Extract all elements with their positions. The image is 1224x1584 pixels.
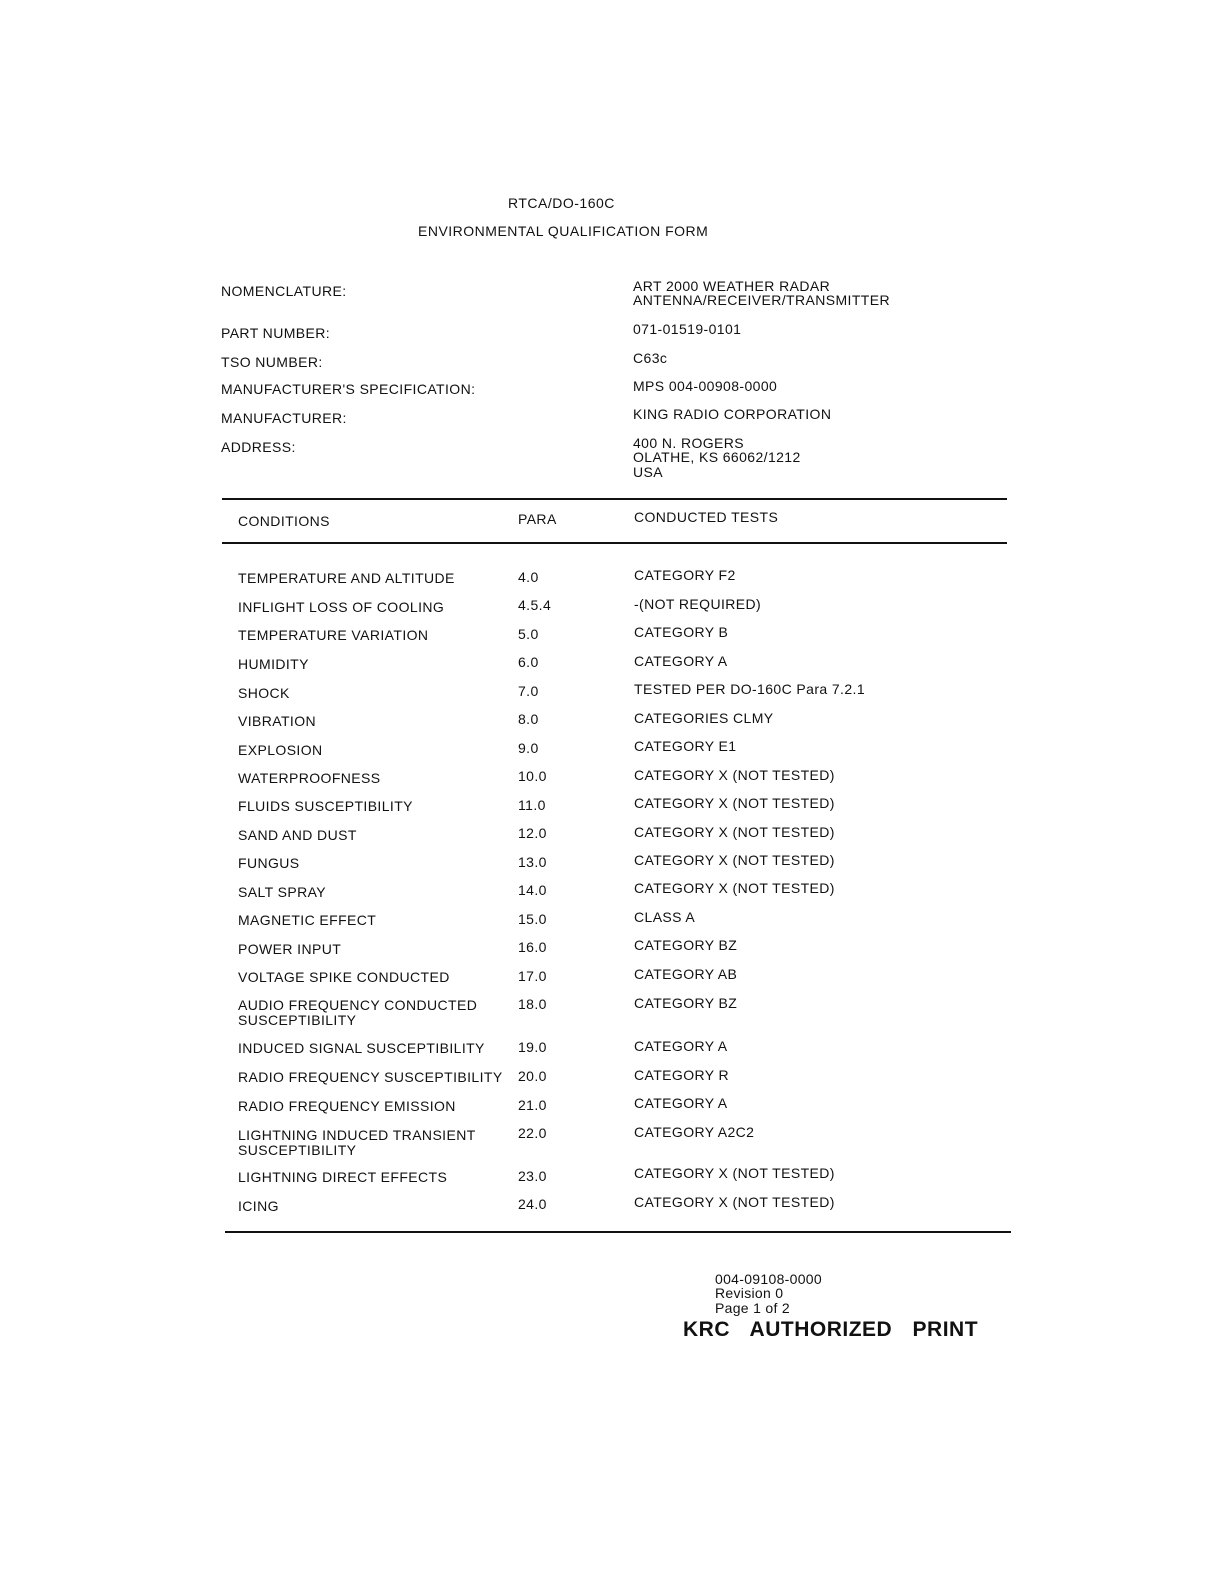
table-row-para: 24.0: [518, 1196, 547, 1212]
table-row-para: 7.0: [518, 683, 539, 699]
table-row-test: CATEGORY X (NOT TESTED): [634, 824, 835, 840]
table-row-para: 4.5.4: [518, 597, 552, 613]
tso-number-value: C63c: [633, 350, 668, 366]
table-row-condition: LIGHTNING INDUCED TRANSIENT SUSCEPTIBILITY: [238, 1127, 476, 1158]
manufacturer-spec-value: MPS 004-00908-0000: [633, 378, 778, 394]
table-row-condition: POWER INPUT: [238, 941, 342, 957]
table-row-test: CATEGORY BZ: [634, 995, 738, 1011]
table-row-para: 22.0: [518, 1125, 547, 1141]
table-row-test: CATEGORY A: [634, 1038, 728, 1054]
address-value-line-2: OLATHE, KS 66062/1212: [633, 449, 801, 465]
table-top-rule: [222, 498, 1007, 500]
table-row-para: 14.0: [518, 882, 547, 898]
table-row-para: 13.0: [518, 854, 547, 870]
table-row-test: TESTED PER DO-160C Para 7.2.1: [634, 681, 866, 697]
address-value-line-1: 400 N. ROGERS: [633, 435, 745, 451]
table-row-test: CATEGORY X (NOT TESTED): [634, 852, 835, 868]
revision-label: Revision 0: [715, 1285, 784, 1301]
table-row-condition: SALT SPRAY: [238, 884, 327, 900]
table-row-test: CATEGORY BZ: [634, 937, 738, 953]
table-row-condition: AUDIO FREQUENCY CONDUCTED SUSCEPTIBILITY: [238, 997, 478, 1028]
table-row-condition: INDUCED SIGNAL SUSCEPTIBILITY: [238, 1040, 485, 1056]
table-row-test: CATEGORY X (NOT TESTED): [634, 880, 835, 896]
table-row-para: 18.0: [518, 996, 547, 1012]
conditions-column-header: CONDITIONS: [238, 513, 330, 529]
authorized-print-stamp: KRC AUTHORIZED PRINT: [683, 1318, 979, 1341]
table-row-test: CATEGORY A: [634, 1095, 728, 1111]
table-row-test: CATEGORY F2: [634, 567, 736, 583]
table-row-para: 5.0: [518, 626, 539, 642]
table-row-condition: ICING: [238, 1198, 279, 1214]
table-row-para: 16.0: [518, 939, 547, 955]
page-number: Page 1 of 2: [715, 1300, 790, 1316]
table-row-test: CATEGORY X (NOT TESTED): [634, 767, 835, 783]
table-row-test: CATEGORY R: [634, 1067, 730, 1083]
table-row-para: 21.0: [518, 1097, 547, 1113]
manufacturer-spec-label: MANUFACTURER'S SPECIFICATION:: [221, 381, 476, 397]
table-row-condition: FUNGUS: [238, 855, 300, 871]
standard-title: RTCA/DO-160C: [508, 195, 615, 211]
table-row-condition: SHOCK: [238, 685, 290, 701]
table-row-para: 8.0: [518, 711, 539, 727]
nomenclature-value-line-2: ANTENNA/RECEIVER/TRANSMITTER: [633, 292, 890, 308]
table-row-condition: RADIO FREQUENCY EMISSION: [238, 1098, 456, 1114]
table-bottom-rule: [225, 1231, 1011, 1233]
table-row-test: CATEGORY AB: [634, 966, 738, 982]
table-row-para: 9.0: [518, 740, 539, 756]
table-row-condition: VIBRATION: [238, 713, 317, 729]
table-row-test: CLASS A: [634, 909, 696, 925]
table-row-condition: WATERPROOFNESS: [238, 770, 381, 786]
table-row-condition: EXPLOSION: [238, 742, 323, 758]
table-row-test: CATEGORY X (NOT TESTED): [634, 795, 835, 811]
table-row-condition: MAGNETIC EFFECT: [238, 912, 377, 928]
table-row-condition: TEMPERATURE AND ALTITUDE: [238, 570, 455, 586]
table-row-test: CATEGORY E1: [634, 738, 737, 754]
document-number: 004-09108-0000: [715, 1271, 822, 1287]
nomenclature-value-line-1: ART 2000 WEATHER RADAR: [633, 278, 831, 294]
table-row-condition: INFLIGHT LOSS OF COOLING: [238, 599, 445, 615]
manufacturer-value: KING RADIO CORPORATION: [633, 406, 832, 422]
table-row-para: 20.0: [518, 1068, 547, 1084]
table-row-para: 23.0: [518, 1168, 547, 1184]
table-row-test: CATEGORY B: [634, 624, 729, 640]
conducted-tests-column-header: CONDUCTED TESTS: [634, 509, 779, 525]
table-row-test: CATEGORY X (NOT TESTED): [634, 1165, 835, 1181]
part-number-label: PART NUMBER:: [221, 325, 331, 341]
table-row-condition: FLUIDS SUSCEPTIBILITY: [238, 798, 413, 814]
table-row-condition: TEMPERATURE VARIATION: [238, 627, 429, 643]
table-row-test: CATEGORY X (NOT TESTED): [634, 1194, 835, 1210]
table-row-test: -(NOT REQUIRED): [634, 596, 762, 612]
table-row-para: 6.0: [518, 654, 539, 670]
table-row-test: CATEGORY A2C2: [634, 1124, 755, 1140]
address-label: ADDRESS:: [221, 439, 296, 455]
table-row-para: 19.0: [518, 1039, 547, 1055]
table-row-para: 11.0: [518, 797, 546, 813]
tso-number-label: TSO NUMBER:: [221, 354, 323, 370]
table-header-rule: [222, 542, 1007, 544]
table-row-test: CATEGORIES CLMY: [634, 710, 774, 726]
table-row-condition: RADIO FREQUENCY SUSCEPTIBILITY: [238, 1069, 503, 1085]
para-column-header: PARA: [518, 511, 557, 527]
table-row-para: 10.0: [518, 768, 547, 784]
table-row-condition: LIGHTNING DIRECT EFFECTS: [238, 1169, 448, 1185]
table-row-para: 17.0: [518, 968, 547, 984]
table-row-para: 4.0: [518, 569, 539, 585]
part-number-value: 071-01519-0101: [633, 321, 742, 337]
nomenclature-label: NOMENCLATURE:: [221, 283, 347, 299]
table-row-condition: SAND AND DUST: [238, 827, 357, 843]
form-title: ENVIRONMENTAL QUALIFICATION FORM: [418, 223, 709, 239]
table-row-condition: VOLTAGE SPIKE CONDUCTED: [238, 969, 450, 985]
table-row-condition: HUMIDITY: [238, 656, 309, 672]
table-row-para: 15.0: [518, 911, 547, 927]
table-row-para: 12.0: [518, 825, 547, 841]
address-value-line-3: USA: [633, 464, 663, 480]
table-row-test: CATEGORY A: [634, 653, 728, 669]
manufacturer-label: MANUFACTURER:: [221, 410, 347, 426]
